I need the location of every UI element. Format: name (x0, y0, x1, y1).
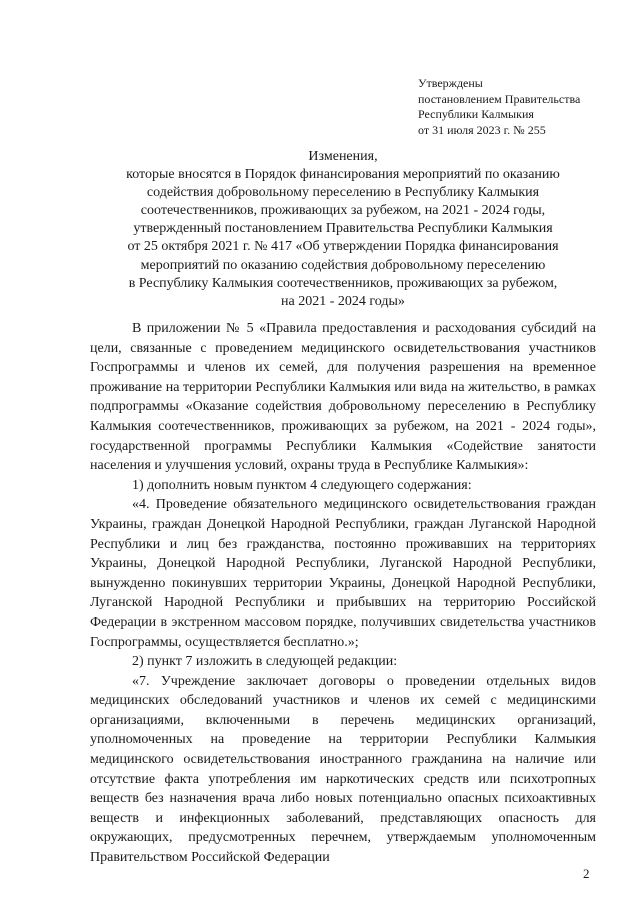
approval-line: Утверждены (418, 76, 483, 90)
title-line: на 2021 - 2024 годы» (281, 293, 405, 309)
document-title (88, 148, 598, 311)
title-line: от 25 октября 2021 г. № 417 «Об утверждении Порядка финансирования (127, 239, 559, 255)
quoted-clause-4: «4. Проведение обязательного медицинского освидетельствования граждан Украины, граждан Донецкой Народной Республики, граждан Луганской Народной Республики и лиц без гражданства, постоянно проживавших на территориях Украины, Донецкой Народной Республики, Луганской Народной Республики, вынужденно покинувших территории Украины, Донецкой Народной Республики, Луганской Народной Республики и прибывших на территорию Российской Федерации в экстренном массовом порядке, получивших свидетельства участников Госпрограммы, осуществляется бесплатно.»; (90, 497, 596, 650)
title-line: Изменения, (308, 149, 378, 164)
title-line: в Республику Калмыкия соотечественников, проживающих за рубежом, (128, 275, 558, 291)
title-line: содействия добровольному переселению в Республику Калмыкия (146, 185, 540, 201)
approval-line: постановлением Правительства (418, 91, 581, 106)
approval-line: от 31 июля 2023 г. № 255 (418, 122, 546, 137)
approval-line: Республики Калмыкия (418, 107, 534, 121)
title-line: мероприятий по оказанию содействия добровольному переселению (140, 257, 546, 273)
page-number: 2 (583, 866, 590, 881)
amendment-item-1: 1) дополнить новым пунктом 4 следующего содержания: (132, 477, 472, 493)
approval-stamp (418, 76, 580, 138)
quoted-clause-7: «7. Учреждение заключает договоры о проведении отдельных видов медицинских обследований участников и членов их семей с медицинскими организациями, включенными в перечень медицинских организаций, уполномоченных на проведение на территории Республики Калмыкия медицинского освидетельствования иностранного гражданина на наличие или отсутствие факта употребления им наркотических средств или психотропных веществ без назначения врача либо новых потенциально опасных психоактивных веществ и инфекционных заболеваний, представляющих опасность для окружающих, предусмотренных перечнем, утверждаемым уполномоченным Правительством Российской Федерации (90, 673, 596, 866)
amendment-item-2: 2) пункт 7 изложить в следующей редакции: (132, 654, 398, 670)
document-body (90, 319, 596, 868)
title-line: соотечественников, проживающих за рубежом, на 2021 - 2024 годы, (140, 203, 546, 219)
title-line: утвержденный постановлением Правительства Республики Калмыкия (133, 221, 553, 237)
title-line: которые вносятся в Порядок финансирования мероприятий по оказанию (126, 167, 560, 183)
intro-paragraph: В приложении № 5 «Правила предоставления и расходования субсидий на цели, связанные с проведением медицинского освидетельствования участников Госпрограммы и членов их семей, для получения разрешения на временное проживание на территории Республики Калмыкия или вида на жительство, в рамках подпрограммы «Оказание содействия добровольному переселению в Республику Калмыкия соотечественников, проживающих за рубежом, на 2021 - 2024 годы», государственной программы Республики Калмыкия «Содействие занятости населения и улучшения условий, охраны труда в Республике Калмыкия»: (90, 321, 596, 474)
